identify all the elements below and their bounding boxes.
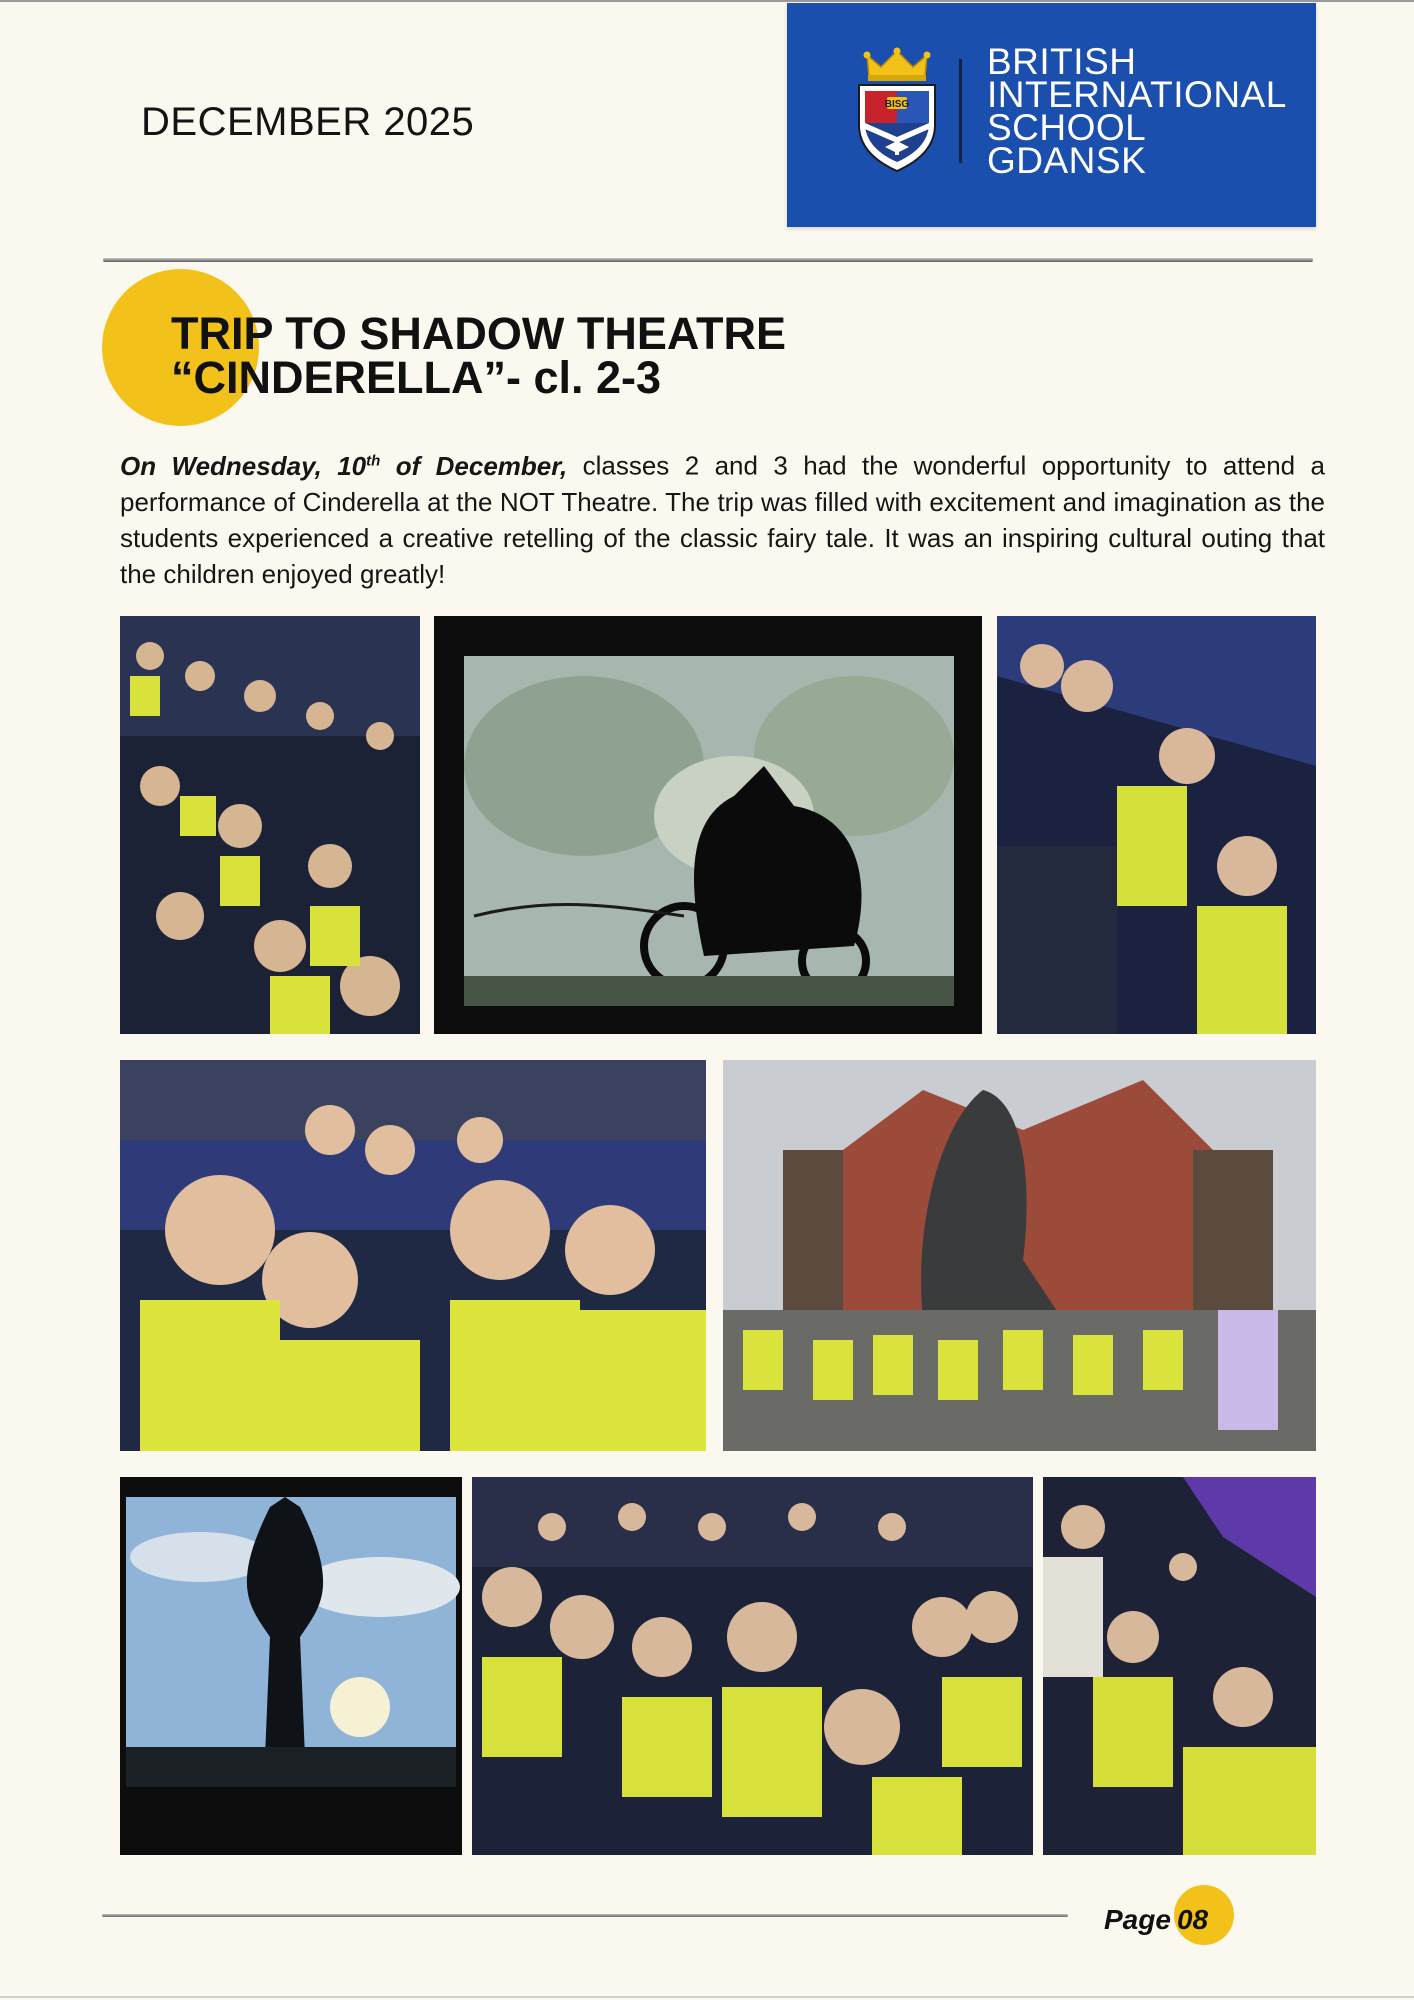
lead-ordinal: th [366,452,381,469]
article-title-line: “CINDERELLA”- cl. 2-3 [171,352,662,403]
group-at-statue-photo [723,1060,1316,1451]
school-logo [787,3,1316,227]
issue-date: DECEMBER 2025 [141,100,475,144]
class-in-auditorium-photo [472,1477,1033,1855]
pupils-smiling-photo [1043,1477,1316,1855]
header-divider [103,258,1313,262]
footer-divider [102,1914,1068,1917]
crest-icon [851,45,943,180]
children-waving-photo [120,1060,706,1451]
lead-month: of December, [380,450,568,481]
school-name-line: SCHOOL [987,107,1147,148]
school-name [987,41,1287,181]
bottom-border [0,1996,1414,1998]
shadow-carriage-scene-photo [434,616,982,1034]
school-name-line: GDANSK [987,140,1147,181]
lead-day: On Wednesday, 10 [120,450,367,481]
article-title [171,308,787,403]
page-word: Page [1104,1904,1171,1935]
page-number-value: 08 [1176,1904,1209,1935]
page-number [1104,1904,1214,1936]
girls-in-theatre-seats-photo [997,616,1316,1034]
students-in-audience-photo [120,616,420,1034]
article-lead [120,451,567,481]
logo-divider [959,59,962,163]
shadow-figure-at-sunset-photo [120,1477,462,1855]
crest-initials: BISG [884,99,910,110]
article-text: classes 2 and 3 had the wonderful opportunity to attend a performance of Cinderella at the NOT Theatre. The trip was filled with excitement and imagination as the students experienced a creative retelling of the classic fairy tale. It was an inspiring cultural outing that the children enjoyed greatly! [120,450,1326,589]
school-name-line: INTERNATIONAL [987,74,1287,115]
article-body [120,443,1325,592]
article-title-line: TRIP TO SHADOW THEATRE [171,308,787,359]
top-border [0,0,1414,2]
school-name-line: BRITISH [987,41,1137,82]
